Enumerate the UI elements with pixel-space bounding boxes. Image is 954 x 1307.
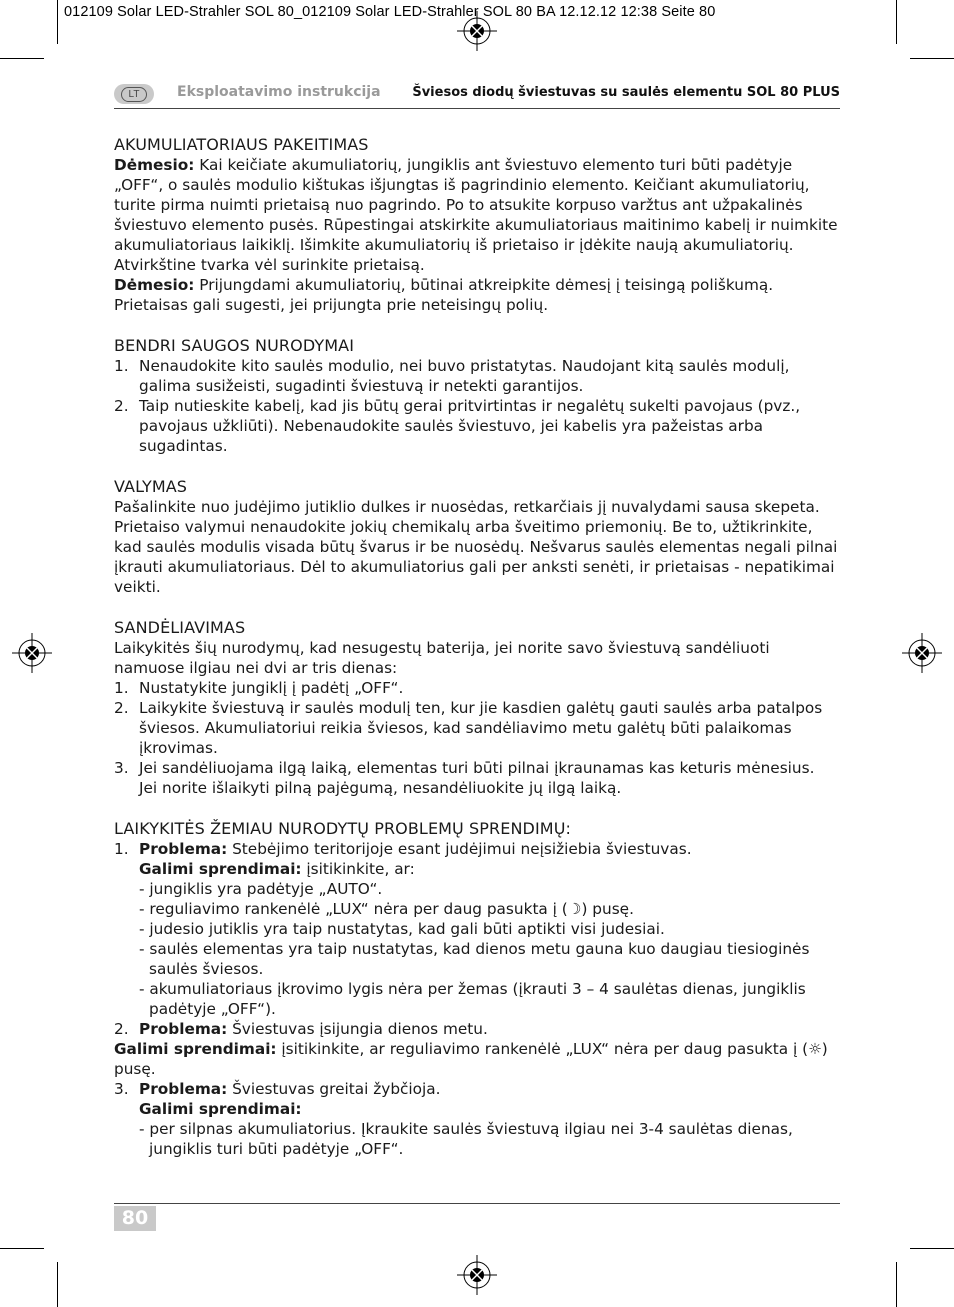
section-safety — [114, 335, 840, 456]
crop-mark — [57, 0, 58, 44]
item-number: 3. — [114, 1080, 129, 1098]
solutions-label: Galimi sprendimai: — [114, 1040, 277, 1058]
numbered-list — [114, 678, 840, 798]
problem-text: Šviestuvas greitai žybčioja. — [227, 1080, 441, 1098]
list-item — [114, 356, 840, 396]
language-code: LT — [121, 87, 148, 102]
list-item — [114, 758, 840, 798]
problem-line — [139, 839, 840, 859]
problem-text: Šviestuvas įsijungia dienos metu. — [227, 1020, 488, 1038]
attention-label: Dėmesio: — [114, 276, 195, 294]
section-storage — [114, 617, 840, 798]
item-number: 3. — [114, 759, 129, 777]
list-item — [114, 698, 840, 758]
problem-label: Problema: — [139, 1080, 228, 1098]
item-number: 1. — [114, 840, 129, 858]
item-number: 1. — [114, 357, 129, 375]
page-header — [114, 82, 840, 109]
item-number: 2. — [114, 397, 129, 415]
solution-bullet: - per silpnas akumuliatorius. Įkraukite saulės šviestuvą ilgiau nei 3-4 saulėtas dienas, jungiklis turi būti padėtyje „OFF“. — [139, 1120, 793, 1158]
problem-label: Problema: — [139, 840, 228, 858]
registration-mark-icon — [12, 633, 52, 673]
registration-mark-icon — [902, 633, 942, 673]
solutions-line — [139, 859, 840, 879]
numbered-list — [114, 356, 840, 456]
section-title: AKUMULIATORIAUS PAKEITIMAS — [114, 135, 369, 154]
crop-mark — [910, 58, 954, 59]
crop-mark — [0, 1248, 44, 1249]
crop-mark — [57, 1262, 58, 1307]
list-item — [114, 396, 840, 456]
problem-line — [139, 1079, 840, 1099]
page-footer — [114, 1203, 840, 1229]
registration-mark-icon — [457, 11, 497, 51]
solutions-text: įsitikinkite, ar reguliavimo rankenėlė „LUX“ nėra per daug pasukta į (☼) pusę. — [114, 1040, 828, 1078]
item-number: 2. — [114, 1020, 129, 1038]
solutions-label: Galimi sprendimai: — [139, 860, 302, 878]
item-text: Nustatykite jungiklį į padėtį „OFF“. — [139, 679, 404, 697]
header-manual-title: Eksploatavimo instrukcija — [177, 84, 381, 100]
crop-mark — [896, 0, 897, 44]
section-title: SANDĖLIAVIMAS — [114, 618, 246, 637]
solutions-label: Galimi sprendimai: — [139, 1100, 302, 1118]
paragraph — [114, 275, 840, 315]
solution-bullet: - reguliavimo rankenėlė „LUX“ nėra per daug pasukta į (☽) pusę. — [139, 900, 634, 918]
crop-mark — [910, 1248, 954, 1249]
item-number: 1. — [114, 679, 129, 697]
solutions-text: įsitikinkite, ar: — [301, 860, 415, 878]
problem-text: Stebėjimo teritorijoje esant judėjimui neįsižiebia šviestuvas. — [227, 840, 692, 858]
problem-line — [139, 1019, 840, 1039]
solutions-line — [114, 1039, 840, 1079]
solution-bullet: - akumuliatoriaus įkrovimo lygis nėra per žemas (įkrauti 3 – 4 saulėtas dienas, jungiklis padėtyje „OFF“). — [139, 980, 806, 1018]
paragraph: Laikykitės šių nurodymų, kad nesugestų baterija, jei norite savo šviestuvą sandėliuoti namuose ilgiau nei dvi ar tris dienas: — [114, 639, 770, 677]
section-troubleshooting — [114, 818, 840, 1159]
item-text: Nenaudokite kito saulės modulio, nei buvo pristatytas. Naudojant kitą saulės modulį, galima susižeisti, sugadinti šviestuvą ir netekti garantijos. — [139, 357, 790, 395]
language-badge — [114, 84, 154, 104]
paragraph-text: Prijungdami akumuliatorių, būtinai atkreipkite dėmesį į teisingą poliškumą. Prietaisas gali sugesti, jei prijungta prie neteisingų polių. — [114, 276, 774, 314]
list-item — [114, 1019, 840, 1079]
registration-mark-icon — [457, 1255, 497, 1295]
section-battery-replacement — [114, 134, 840, 315]
paragraph: Pašalinkite nuo judėjimo jutiklio dulkes ir nuosėdas, retkarčiais jį nuvalydami sausa skepeta. Prietaiso valymui nenaudokite jokių chemikalų arba šveitimo priemonių. Be to, užtikrinkite, kad saulės modulis visada būtų švarus ir be nuosėdų. Nešvarus saulės elementas negali pilnai įkrauti akumuliatoriaus. Dėl to akumuliatorius gali per anksti senėti, ir prietaisas - nepatikimai veikti. — [114, 498, 838, 596]
item-text: Laikykite šviestuvą ir saulės modulį ten, kur jie kasdien galėtų gauti saulės arba patalpos šviesos. Akumuliatoriui reikia šviesos, kad sandėliavimo metu galėtų būti palaikomas įkrovimas. — [139, 699, 823, 757]
solution-bullet: - saulės elementas yra taip nustatytas, kad dienos metu gauna kuo daugiau tiesioginės saulės šviesos. — [139, 940, 810, 978]
list-item — [114, 1079, 840, 1159]
crop-mark — [896, 1262, 897, 1307]
numbered-list — [114, 839, 840, 1159]
page-number: 80 — [114, 1206, 156, 1231]
item-text: Jei norite išlaikyti pilną pajėgumą, nesandėliuokite jų ilgą laiką. — [139, 779, 622, 797]
solution-bullet: - judesio jutiklis yra taip nustatytas, kad gali būti aptikti visi judesiai. — [139, 920, 665, 938]
attention-label: Dėmesio: — [114, 156, 195, 174]
print-info-line: 012109 Solar LED-Strahler SOL 80_012109 Solar LED-Strahler SOL 80 BA 12.12.12 12:38 Seite 80 — [64, 4, 716, 20]
section-cleaning — [114, 476, 840, 597]
crop-mark — [0, 58, 44, 59]
paragraph-text: Kai keičiate akumuliatorių, jungiklis ant šviestuvo elemento turi būti padėtyje „OFF“, o saulės modulio kištukas išjungtas iš pagrindinio elemento. Keičiant akumuliatorių, turite pirma nuimti prietaisą nuo pagrindo. Po to atsukite korpuso varžtus ant užpakalinės šviestuvo elemento pusės. Rūpestingai atskirkite akumuliatoriaus maitinimo kabelį ir nuimkite akumuliatoriaus laikiklį. Išimkite akumuliatorių iš prietaiso ir įdėkite naują akumuliatorių. Atvirkštine tvarka vėl surinkite prietaisą. — [114, 156, 838, 274]
problem-label: Problema: — [139, 1020, 228, 1038]
item-text: Jei sandėliuojama ilgą laiką, elementas turi būti pilnai įkraunamas kas keturis mėnesius. — [139, 759, 815, 777]
section-title: BENDRI SAUGOS NURODYMAI — [114, 336, 355, 355]
paragraph — [114, 155, 840, 275]
item-text: Taip nutieskite kabelį, kad jis būtų gerai pritvirtintas ir negalėtų sukelti pavojaus (pvz., pavojaus užkliūti). Nebenaudokite saulės šviestuvo, jei kabelis yra pažeistas arba sugadintas. — [139, 397, 801, 455]
list-item — [114, 839, 840, 1019]
document-body — [114, 134, 840, 1179]
solution-bullet: - jungiklis yra padėtyje „AUTO“. — [139, 880, 383, 898]
section-title: VALYMAS — [114, 477, 188, 496]
section-title: LAIKYKITĖS ŽEMIAU NURODYTŲ PROBLEMŲ SPRENDIMŲ: — [114, 819, 571, 838]
header-product-title: Šviesos diodų šviestuvas su saulės elementu SOL 80 PLUS — [412, 85, 840, 100]
list-item — [114, 678, 840, 698]
item-number: 2. — [114, 699, 129, 717]
